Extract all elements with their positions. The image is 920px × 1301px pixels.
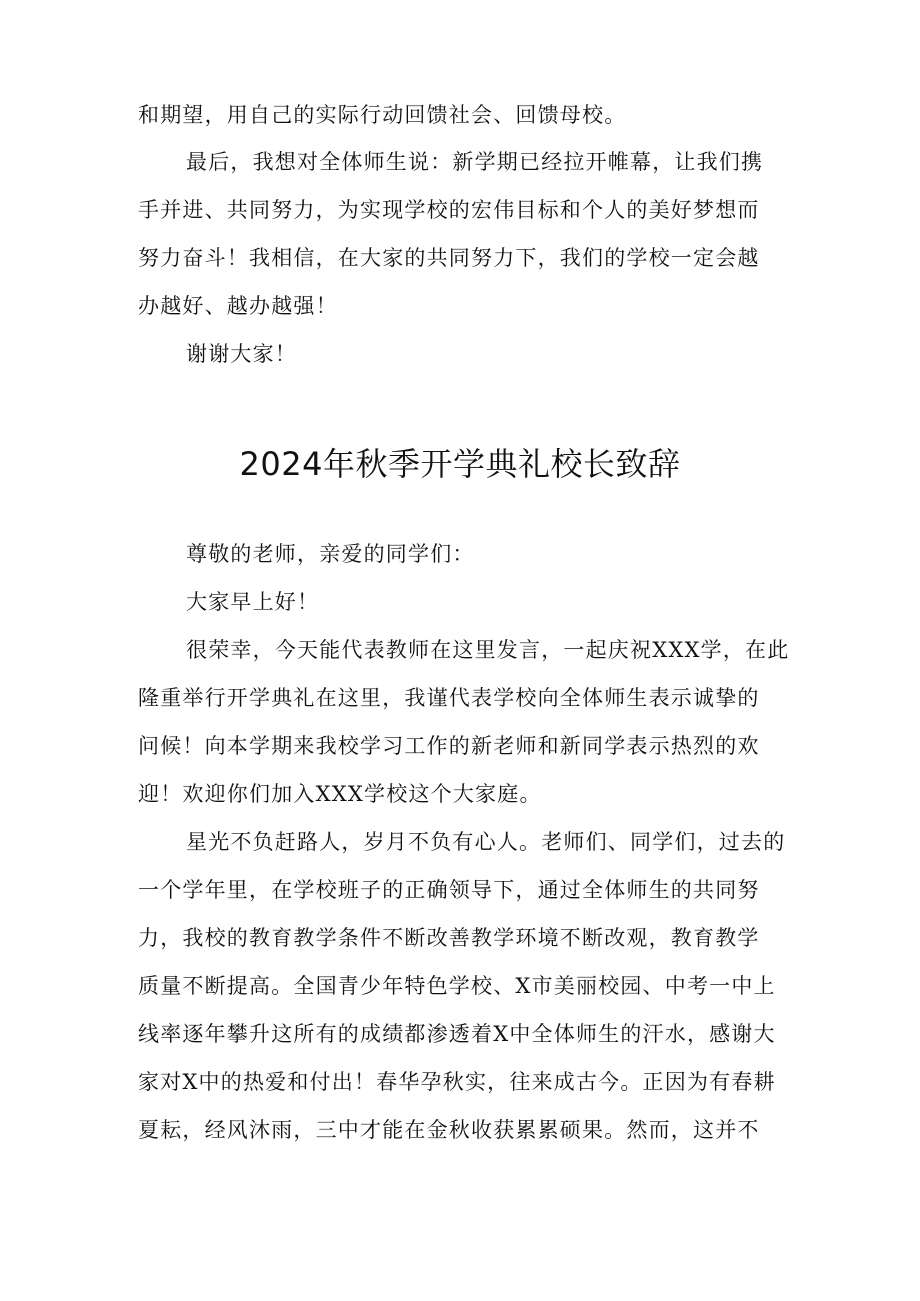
body-text-line: 力，我校的教育教学条件不断改善教学环境不断改观，教育教学	[138, 926, 760, 950]
body-text-line: 办越好、越办越强！	[138, 294, 338, 318]
body-text-line: 和期望，用自己的实际行动回馈社会、回馈母校。	[138, 103, 627, 127]
body-text-line: 最后，我想对全体师生说：新学期已经拉开帷幕，让我们携	[186, 150, 764, 174]
body-text-line: 谢谢大家！	[186, 342, 297, 366]
body-text-line: 迎！欢迎你们加入XXX学校这个大家庭。	[138, 782, 542, 806]
body-text-line: 努力奋斗！我相信，在大家的共同努力下，我们的学校一定会越	[138, 246, 760, 270]
body-text-line: 隆重举行开学典礼在这里，我谨代表学校向全体师生表示诚挚的	[138, 686, 760, 710]
body-text-line: 星光不负赶路人，岁月不负有心人。老师们、同学们，过去的	[186, 830, 786, 854]
salutation-line: 尊敬的老师，亲爱的同学们：	[186, 542, 475, 566]
body-text-line: 家对X中的热爱和付出！春华孕秋实，往来成古今。正因为有春耕	[138, 1070, 776, 1094]
body-text-line: 问候！向本学期来我校学习工作的新老师和新同学表示热烈的欢	[138, 734, 760, 758]
greeting-line: 大家早上好！	[186, 590, 320, 614]
body-text-line: 很荣幸，今天能代表教师在这里发言，一起庆祝XXX学，在此	[186, 638, 790, 662]
body-text-line: 手并进、共同努力，为实现学校的宏伟目标和个人的美好梦想而	[138, 198, 760, 222]
speech-title: 2024年秋季开学典礼校长致辞	[239, 445, 681, 483]
body-text-line: 一个学年里，在学校班子的正确领导下，通过全体师生的共同努	[138, 878, 760, 902]
body-text-line: 夏耘，经风沐雨，三中才能在金秋收获累累硕果。然而，这并不	[138, 1118, 760, 1142]
body-text-line: 线率逐年攀升这所有的成绩都渗透着X中全体师生的汗水，感谢大	[138, 1022, 776, 1046]
body-text-line: 质量不断提高。全国青少年特色学校、X市美丽校园、中考一中上	[138, 974, 776, 998]
